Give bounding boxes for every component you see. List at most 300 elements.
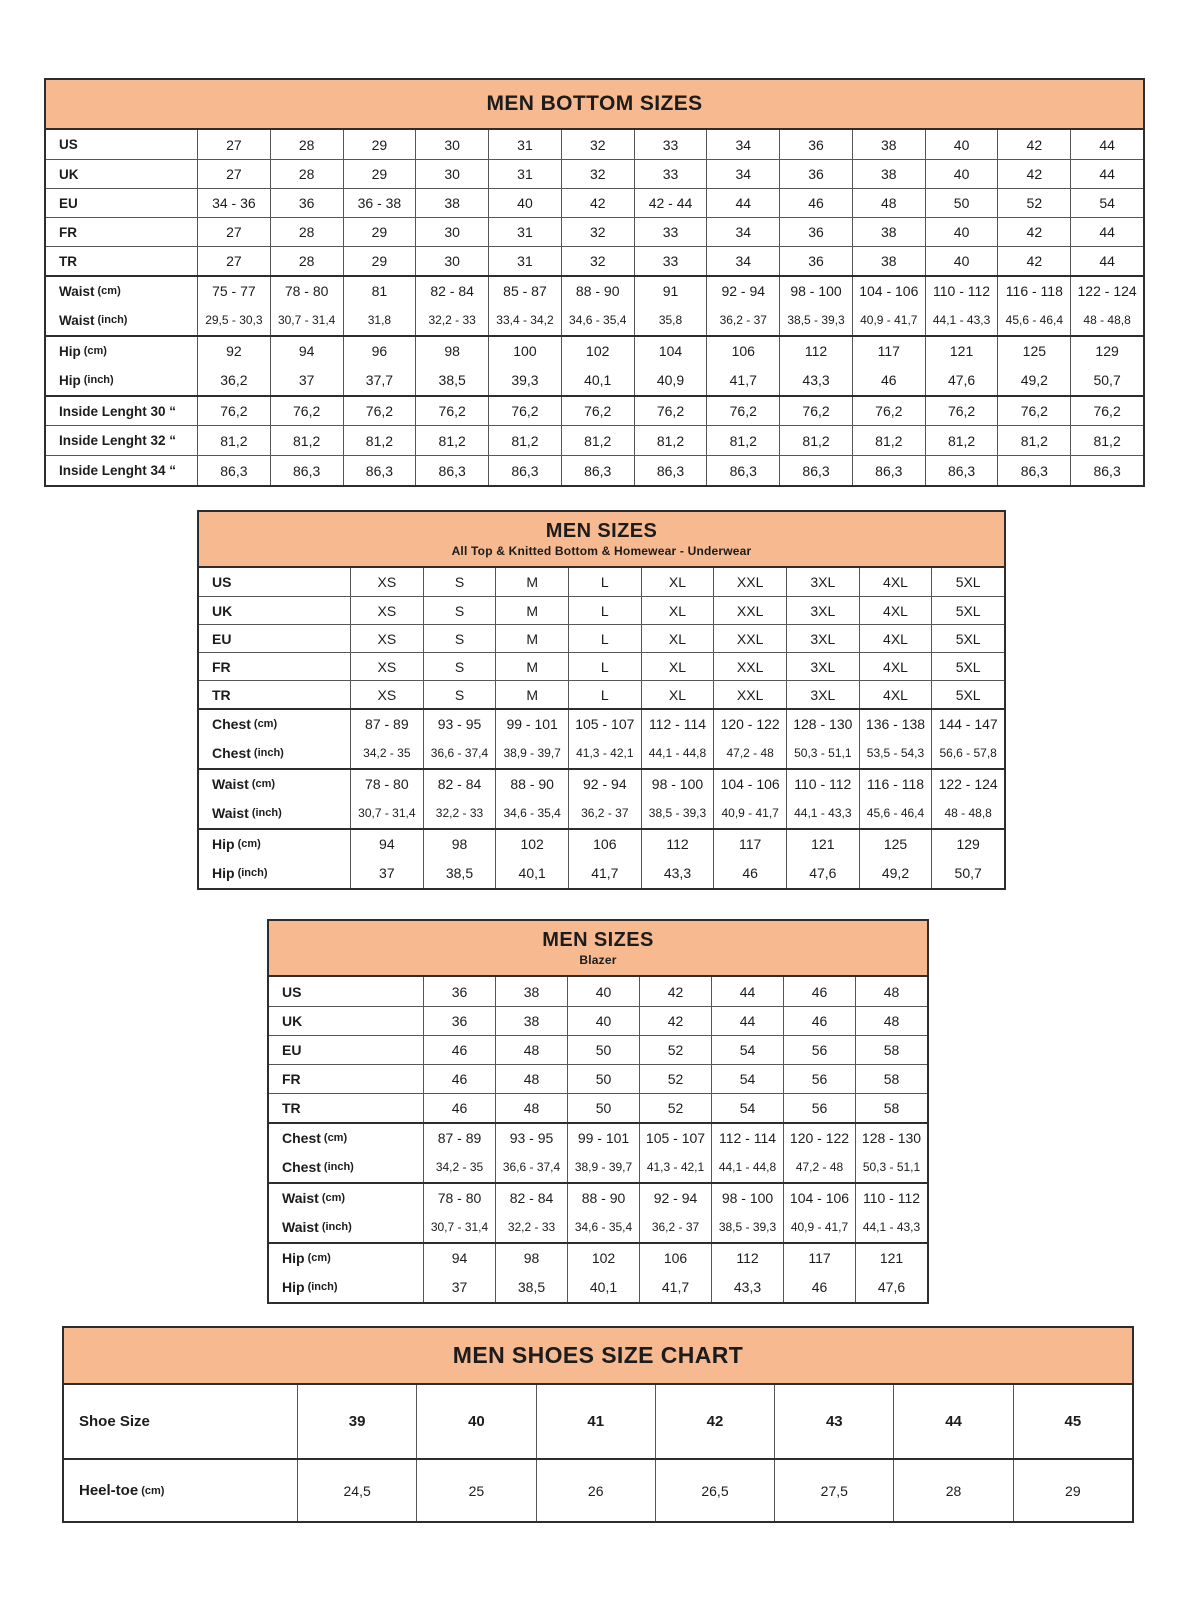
size-cell: 54 <box>711 1036 783 1064</box>
size-cell: 37 <box>270 365 343 395</box>
size-cell: XXL <box>713 681 786 708</box>
row-label-text: FR <box>212 658 231 675</box>
size-cell: S <box>423 568 496 596</box>
size-cell: 121 <box>925 337 998 365</box>
size-cell: 76,2 <box>852 397 925 425</box>
size-cell: 52 <box>639 1036 711 1064</box>
size-cell: 86,3 <box>925 456 998 485</box>
size-cell: 52 <box>639 1065 711 1093</box>
row-label <box>46 456 197 485</box>
row-label-unit: (cm) <box>83 345 107 357</box>
size-cell: 81,2 <box>779 426 852 455</box>
table-row <box>199 768 1004 798</box>
size-cell: 98 <box>423 830 496 858</box>
row-label-unit: (inch) <box>237 867 268 879</box>
row-label <box>269 1124 423 1152</box>
size-cell: 36 <box>423 1007 495 1035</box>
size-cell: 58 <box>855 1094 927 1122</box>
row-label <box>269 977 423 1006</box>
row-label-text: Chest <box>282 1159 321 1175</box>
size-cell: 49,2 <box>997 365 1070 395</box>
size-cell: 44 <box>893 1385 1012 1458</box>
size-cell: 98 - 100 <box>641 770 714 798</box>
row-label-text: Heel-toe <box>79 1482 139 1499</box>
size-cell: M <box>495 653 568 680</box>
row-label-text: Waist <box>212 776 249 792</box>
size-cell: XS <box>350 625 423 652</box>
row-label-text: UK <box>282 1013 303 1029</box>
size-cell: 50 <box>567 1036 639 1064</box>
size-cell: XL <box>641 568 714 596</box>
size-cell: 52 <box>639 1094 711 1122</box>
row-label-text: FR <box>282 1071 301 1087</box>
size-cell: XXL <box>713 653 786 680</box>
size-cell: 50 <box>567 1065 639 1093</box>
row-label-unit: (inch) <box>321 1221 352 1233</box>
table-row <box>46 455 1143 485</box>
size-cell: XS <box>350 653 423 680</box>
table-row <box>199 738 1004 768</box>
size-cell: 42 <box>997 247 1070 275</box>
size-cell: 122 - 124 <box>931 770 1004 798</box>
table-row <box>46 425 1143 455</box>
row-label-unit: (cm) <box>321 1192 346 1204</box>
row-label <box>46 305 197 335</box>
size-cell: 41 <box>536 1385 655 1458</box>
size-cell: 81,2 <box>561 426 634 455</box>
row-label-text: Chest <box>212 716 251 732</box>
size-cell: 92 - 94 <box>706 277 779 305</box>
size-cell: 76,2 <box>488 397 561 425</box>
size-cell: 42 <box>997 130 1070 159</box>
size-cell: 38,5 - 39,3 <box>641 798 714 828</box>
table-header-bar <box>269 921 927 977</box>
size-cell: 78 - 80 <box>423 1184 495 1212</box>
row-label <box>269 1244 423 1272</box>
size-cell: 92 <box>197 337 270 365</box>
table-row <box>269 1122 927 1152</box>
size-cell: 44,1 - 43,3 <box>786 798 859 828</box>
size-cell: 36 <box>779 247 852 275</box>
size-cell: 37 <box>350 858 423 888</box>
size-cell: 120 - 122 <box>783 1124 855 1152</box>
row-label <box>199 798 350 828</box>
size-cell: 28 <box>270 218 343 246</box>
size-cell: 86,3 <box>852 456 925 485</box>
size-cell: 34 <box>706 218 779 246</box>
size-cell: L <box>568 653 641 680</box>
size-cell: 81,2 <box>634 426 707 455</box>
size-cell: 125 <box>997 337 1070 365</box>
size-cell: 98 - 100 <box>711 1184 783 1212</box>
size-cell: 52 <box>997 189 1070 217</box>
row-label-text: Hip <box>282 1279 305 1295</box>
size-cell: 91 <box>634 277 707 305</box>
size-cell: 81,2 <box>1070 426 1143 455</box>
size-cell: 40,9 <box>634 365 707 395</box>
size-cell: M <box>495 681 568 708</box>
men-sizes-top-table <box>197 510 1006 890</box>
table-row <box>199 596 1004 624</box>
table-title: MEN BOTTOM SIZES <box>486 92 703 115</box>
size-cell: 40,1 <box>567 1272 639 1302</box>
table-row <box>46 130 1143 159</box>
size-cell: 40 <box>416 1385 535 1458</box>
size-cell: 43,3 <box>641 858 714 888</box>
size-cell: 33 <box>634 247 707 275</box>
size-cell: 86,3 <box>343 456 416 485</box>
size-cell: 94 <box>350 830 423 858</box>
size-cell: 28 <box>893 1460 1012 1521</box>
size-cell: 40,9 - 41,7 <box>783 1212 855 1242</box>
size-cell: 3XL <box>786 681 859 708</box>
size-cell: 98 <box>495 1244 567 1272</box>
size-cell: 46 <box>779 189 852 217</box>
size-cell: 122 - 124 <box>1070 277 1143 305</box>
size-cell: 30,7 - 31,4 <box>270 305 343 335</box>
size-cell: 81,2 <box>415 426 488 455</box>
size-cell: 45,6 - 46,4 <box>859 798 932 828</box>
size-cell: 44 <box>1070 130 1143 159</box>
size-cell: 39 <box>297 1385 416 1458</box>
row-label-text: Inside Lenght 32 “ <box>59 433 177 448</box>
table-header-bar <box>64 1328 1132 1385</box>
size-cell: 76,2 <box>925 397 998 425</box>
table-row <box>199 798 1004 828</box>
row-label-text: EU <box>59 195 78 211</box>
size-cell: 37 <box>423 1272 495 1302</box>
size-cell: 38,9 - 39,7 <box>495 738 568 768</box>
row-label <box>269 1272 423 1302</box>
size-cell: 50,7 <box>1070 365 1143 395</box>
row-label-text: Chest <box>282 1130 321 1146</box>
size-cell: 50 <box>567 1094 639 1122</box>
size-cell: 93 - 95 <box>495 1124 567 1152</box>
size-cell: 106 <box>639 1244 711 1272</box>
row-label <box>199 830 350 858</box>
size-cell: 47,2 - 48 <box>783 1152 855 1182</box>
size-cell: 40 <box>567 1007 639 1035</box>
size-cell: 86,3 <box>634 456 707 485</box>
table-title: MEN SHOES SIZE CHART <box>452 1342 744 1368</box>
size-cell: 117 <box>783 1244 855 1272</box>
size-cell: 26 <box>536 1460 655 1521</box>
size-cell: 40 <box>567 977 639 1006</box>
row-label-text: Inside Lenght 34 “ <box>59 463 177 478</box>
size-cell: 36 <box>779 218 852 246</box>
size-cell: 5XL <box>931 597 1004 624</box>
size-cell: 106 <box>706 337 779 365</box>
size-cell: 98 - 100 <box>779 277 852 305</box>
size-cell: 27 <box>197 160 270 188</box>
size-cell: 42 <box>997 218 1070 246</box>
size-cell: 48 <box>495 1036 567 1064</box>
size-cell: 38,5 - 39,3 <box>711 1212 783 1242</box>
size-cell: 105 - 107 <box>568 710 641 738</box>
table-row <box>269 1242 927 1272</box>
size-cell: 81,2 <box>706 426 779 455</box>
table-row <box>269 1006 927 1035</box>
size-cell: 82 - 84 <box>495 1184 567 1212</box>
size-cell: 30 <box>415 218 488 246</box>
row-label <box>64 1385 297 1458</box>
size-cell: XS <box>350 597 423 624</box>
size-cell: 40 <box>925 130 998 159</box>
size-cell: 3XL <box>786 568 859 596</box>
table-row <box>46 305 1143 335</box>
size-cell: 86,3 <box>1070 456 1143 485</box>
size-cell: 30 <box>415 160 488 188</box>
table-row <box>46 365 1143 395</box>
size-cell: 128 - 130 <box>855 1124 927 1152</box>
row-label-text: Waist <box>59 283 95 299</box>
size-cell: M <box>495 625 568 652</box>
size-cell: 38,5 - 39,3 <box>779 305 852 335</box>
size-cell: 3XL <box>786 597 859 624</box>
table-subtitle: Blazer <box>579 953 617 967</box>
size-cell: 38 <box>495 977 567 1006</box>
size-cell: 38 <box>415 189 488 217</box>
size-cell: 104 - 106 <box>783 1184 855 1212</box>
size-cell: 56 <box>783 1065 855 1093</box>
size-cell: 81,2 <box>197 426 270 455</box>
size-cell: 36,2 - 37 <box>639 1212 711 1242</box>
row-label <box>199 681 350 708</box>
table-row <box>64 1458 1132 1521</box>
size-cell: XS <box>350 681 423 708</box>
size-cell: 76,2 <box>270 397 343 425</box>
row-label-unit: (cm) <box>237 838 261 850</box>
size-cell: L <box>568 625 641 652</box>
size-cell: 36 <box>270 189 343 217</box>
size-cell: 4XL <box>859 625 932 652</box>
size-cell: 36 <box>423 977 495 1006</box>
size-cell: 98 <box>415 337 488 365</box>
row-label-unit: (cm) <box>251 778 276 790</box>
size-cell: 86,3 <box>997 456 1070 485</box>
row-label-text: TR <box>59 253 77 269</box>
size-cell: 86,3 <box>561 456 634 485</box>
size-cell: 34 <box>706 160 779 188</box>
size-cell: 56 <box>783 1036 855 1064</box>
size-cell: 32,2 - 33 <box>495 1212 567 1242</box>
size-cell: 41,3 - 42,1 <box>568 738 641 768</box>
row-label <box>46 426 197 455</box>
row-label-text: Inside Lenght 30 “ <box>59 403 177 419</box>
size-cell: 45,6 - 46,4 <box>997 305 1070 335</box>
row-label <box>46 365 197 395</box>
size-cell: 125 <box>859 830 932 858</box>
size-cell: 31 <box>488 247 561 275</box>
table-row <box>46 246 1143 275</box>
size-cell: 5XL <box>931 653 1004 680</box>
size-cell: 58 <box>855 1036 927 1064</box>
size-cell: 121 <box>786 830 859 858</box>
row-label <box>46 247 197 275</box>
size-cell: 36 <box>779 160 852 188</box>
row-label <box>199 770 350 798</box>
size-cell: 112 <box>641 830 714 858</box>
size-cell: 129 <box>1070 337 1143 365</box>
table-title: MEN SIZES <box>545 520 658 542</box>
size-cell: 44 <box>1070 247 1143 275</box>
size-cell: 32,2 - 33 <box>415 305 488 335</box>
men-sizes-blazer-table <box>267 919 929 1304</box>
size-cell: S <box>423 681 496 708</box>
size-cell: 34,2 - 35 <box>350 738 423 768</box>
size-cell: 110 - 112 <box>786 770 859 798</box>
size-cell: 36,2 - 37 <box>568 798 641 828</box>
size-cell: 46 <box>783 977 855 1006</box>
size-cell: 76,2 <box>997 397 1070 425</box>
row-label-text: Hip <box>212 865 235 881</box>
size-cell: 29 <box>343 218 416 246</box>
size-cell: XXL <box>713 597 786 624</box>
row-label-unit: (inch) <box>251 807 282 819</box>
row-label-unit: (inch) <box>253 747 284 759</box>
row-label-text: Shoe Size <box>79 1413 150 1430</box>
size-cell: 38 <box>852 247 925 275</box>
table-row <box>269 1272 927 1302</box>
size-cell: 110 - 112 <box>855 1184 927 1212</box>
size-cell: 48 - 48,8 <box>931 798 1004 828</box>
size-cell: 121 <box>855 1244 927 1272</box>
table-subtitle: All Top & Knitted Bottom & Homewear - Underwear <box>451 544 752 558</box>
row-label <box>46 277 197 305</box>
size-cell: 48 <box>495 1065 567 1093</box>
row-label-text: EU <box>212 630 232 647</box>
row-label-text: Hip <box>59 372 81 388</box>
size-cell: 29 <box>343 130 416 159</box>
size-cell: 42 <box>639 1007 711 1035</box>
row-label <box>269 1065 423 1093</box>
size-cell: 34,6 - 35,4 <box>495 798 568 828</box>
row-label-text: Hip <box>59 343 81 359</box>
size-cell: 37,7 <box>343 365 416 395</box>
size-cell: 92 - 94 <box>639 1184 711 1212</box>
row-label-text: Hip <box>282 1250 305 1266</box>
size-cell: 29 <box>1013 1460 1132 1521</box>
size-cell: 82 - 84 <box>415 277 488 305</box>
row-label-text: Chest <box>212 745 251 761</box>
size-cell: 30,7 - 31,4 <box>423 1212 495 1242</box>
size-cell: 31 <box>488 160 561 188</box>
size-cell: 76,2 <box>343 397 416 425</box>
size-cell: 116 - 118 <box>859 770 932 798</box>
size-cell: 58 <box>855 1065 927 1093</box>
size-cell: 27 <box>197 218 270 246</box>
size-cell: 76,2 <box>197 397 270 425</box>
size-cell: 5XL <box>931 681 1004 708</box>
size-cell: 35,8 <box>634 305 707 335</box>
size-cell: 54 <box>1070 189 1143 217</box>
size-cell: 76,2 <box>1070 397 1143 425</box>
size-cell: XL <box>641 681 714 708</box>
size-cell: 40 <box>925 218 998 246</box>
size-cell: 54 <box>711 1094 783 1122</box>
size-cell: 81,2 <box>852 426 925 455</box>
size-cell: 86,3 <box>488 456 561 485</box>
table-row <box>269 1064 927 1093</box>
size-cell: 47,6 <box>925 365 998 395</box>
size-cell: 4XL <box>859 653 932 680</box>
table-row <box>199 652 1004 680</box>
size-cell: 38 <box>495 1007 567 1035</box>
size-cell: 5XL <box>931 568 1004 596</box>
size-cell: 117 <box>852 337 925 365</box>
size-cell: 44,1 - 44,8 <box>711 1152 783 1182</box>
size-cell: S <box>423 653 496 680</box>
size-cell: 81,2 <box>270 426 343 455</box>
size-cell: 4XL <box>859 568 932 596</box>
size-cell: 93 - 95 <box>423 710 496 738</box>
size-cell: 5XL <box>931 625 1004 652</box>
size-cell: 44 <box>1070 218 1143 246</box>
size-cell: L <box>568 568 641 596</box>
size-cell: 28 <box>270 247 343 275</box>
table-row <box>199 624 1004 652</box>
size-cell: 82 - 84 <box>423 770 496 798</box>
size-cell: 46 <box>423 1065 495 1093</box>
size-cell: 29,5 - 30,3 <box>197 305 270 335</box>
size-cell: S <box>423 597 496 624</box>
row-label <box>269 1184 423 1212</box>
size-cell: 76,2 <box>561 397 634 425</box>
table-title: MEN SIZES <box>542 929 654 951</box>
size-cell: 34,2 - 35 <box>423 1152 495 1182</box>
size-cell: 32 <box>561 130 634 159</box>
size-cell: 128 - 130 <box>786 710 859 738</box>
row-label <box>199 710 350 738</box>
size-cell: 100 <box>488 337 561 365</box>
size-cell: 42 <box>997 160 1070 188</box>
size-cell: 38,5 <box>423 858 496 888</box>
table-row <box>46 217 1143 246</box>
size-cell: 48 <box>855 977 927 1006</box>
size-cell: XXL <box>713 625 786 652</box>
row-label-text: UK <box>212 602 233 619</box>
size-cell: 31,8 <box>343 305 416 335</box>
size-cell: 50,3 - 51,1 <box>786 738 859 768</box>
table-row <box>199 708 1004 738</box>
table-row <box>269 1035 927 1064</box>
size-cell: 46 <box>783 1272 855 1302</box>
size-cell: 40,9 - 41,7 <box>713 798 786 828</box>
size-cell: M <box>495 597 568 624</box>
row-label-unit: (cm) <box>323 1132 348 1144</box>
size-cell: 85 - 87 <box>488 277 561 305</box>
size-cell: 33 <box>634 160 707 188</box>
men-bottom-sizes-table <box>44 78 1145 487</box>
size-cell: 34 <box>706 130 779 159</box>
row-label <box>269 1212 423 1242</box>
size-cell: 32 <box>561 160 634 188</box>
size-cell: 50,3 - 51,1 <box>855 1152 927 1182</box>
size-cell: 94 <box>423 1244 495 1272</box>
size-cell: 29 <box>343 160 416 188</box>
size-cell: 3XL <box>786 625 859 652</box>
size-cell: 43 <box>774 1385 893 1458</box>
size-cell: 129 <box>931 830 1004 858</box>
size-cell: 81 <box>343 277 416 305</box>
row-label <box>199 597 350 624</box>
size-cell: 28 <box>270 130 343 159</box>
size-cell: 105 - 107 <box>639 1124 711 1152</box>
size-cell: 76,2 <box>415 397 488 425</box>
size-cell: 45 <box>1013 1385 1132 1458</box>
table-row <box>269 1212 927 1242</box>
size-cell: L <box>568 597 641 624</box>
